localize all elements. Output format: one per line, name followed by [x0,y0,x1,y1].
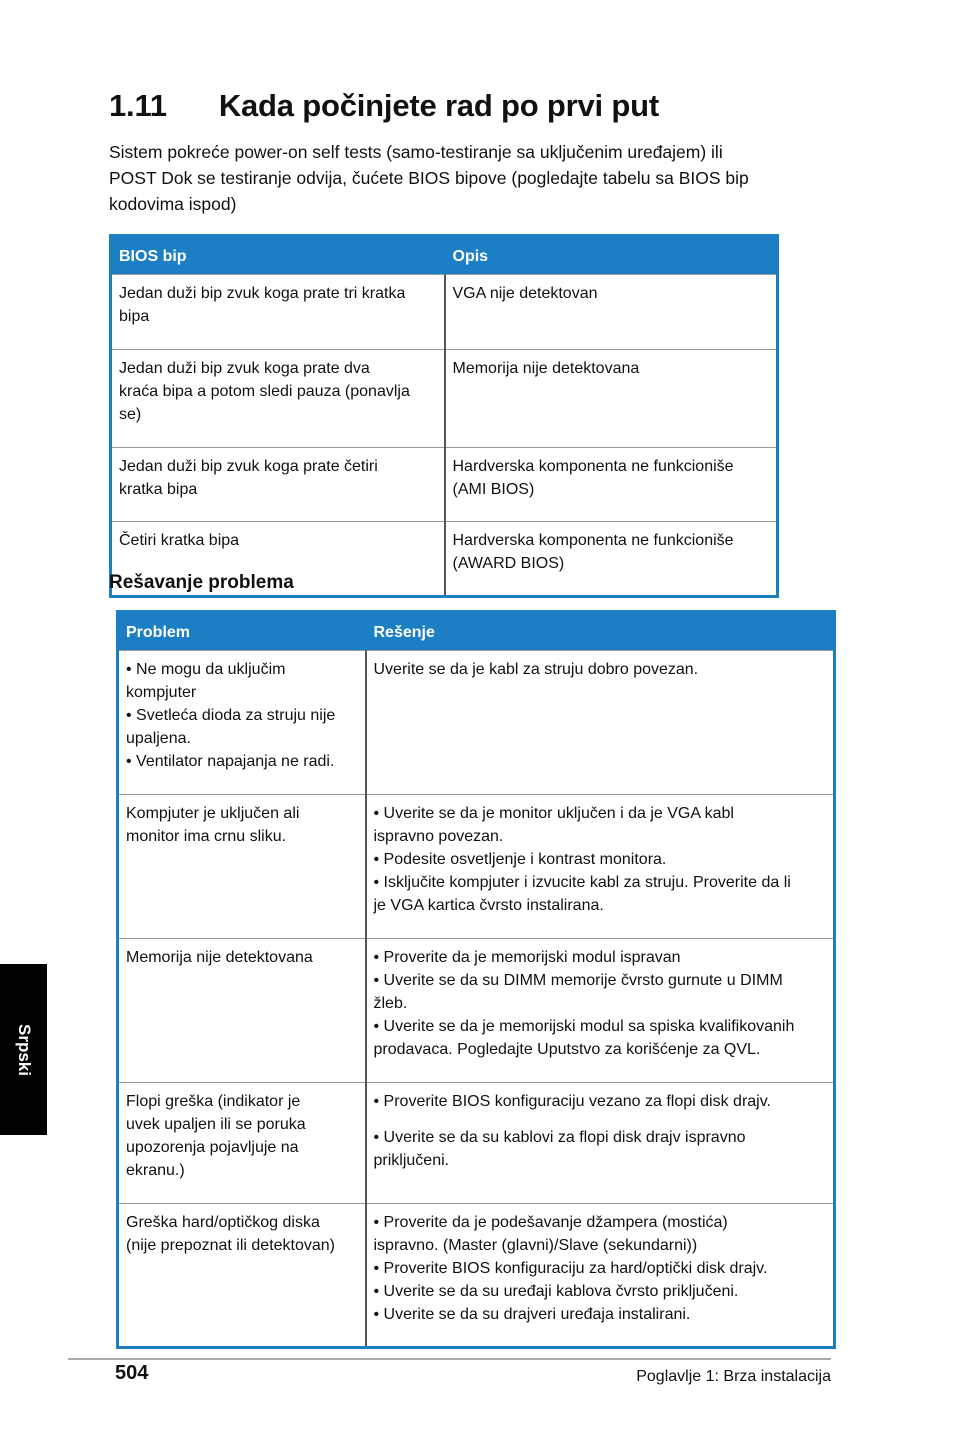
page-number: 504 [115,1362,149,1384]
beep-cell: Četiri kratka bipa [111,522,445,597]
problem-cell: Memorija nije detektovana [118,939,366,1083]
language-side-tab [0,964,47,1135]
bios-beep-table [109,234,779,598]
section-number: 1.11 [109,88,167,123]
column-header-solution: Rešenje [366,612,835,651]
table-row [118,651,835,795]
beep-cell: Jedan duži bip zvuk koga prate tri kratka bipa [111,275,445,350]
solution-cell: • Proverite BIOS konfiguraciju vezano za flopi disk drajv. • Uverite se da su kablovi za flopi disk drajv ispravno priključeni. [366,1083,835,1204]
solution-cell: • Uverite se da je monitor uključen i da je VGA kabl ispravno povezan. • Podesite osvetljenje i kontrast monitora. • Isključite kompjuter i izvucite kabl za struju. Proverite da li je VGA kartica čvrsto instalirana. [366,795,835,939]
beep-cell: Jedan duži bip zvuk koga prate četiri kratka bipa [111,448,445,522]
table-row [118,1083,835,1204]
problem-cell: Greška hard/optičkog diska (nije prepoznat ili detektovan) [118,1204,366,1348]
column-header-bios-beep: BIOS bip [111,236,445,275]
table-row [118,1204,835,1348]
intro-line: Sistem pokreće power-on self tests (samo-testiranje sa uključenim uređajem) ili [109,142,723,162]
description-cell: VGA nije detektovan [445,275,778,350]
troubleshooting-heading: Rešavanje problema [109,572,294,593]
language-label: Srpski [14,1023,34,1076]
troubleshooting-table [116,610,836,1349]
footer-divider [68,1358,831,1360]
problem-cell: Flopi greška (indikator je uvek upaljen ili se poruka upozorenja pojavljuje na ekranu.) [118,1083,366,1204]
table-header-row [111,236,778,275]
chapter-label: Poglavlje 1: Brza instalacija [636,1368,831,1385]
description-cell: Hardverska komponenta ne funkcioniše (AWARD BIOS) [445,522,778,597]
beep-cell: Jedan duži bip zvuk koga prate dva kraća bipa a potom sledi pauza (ponavlja se) [111,350,445,448]
description-cell: Memorija nije detektovana [445,350,778,448]
section-title: Kada počinjete rad po prvi put [218,88,659,123]
table-header-row [118,612,835,651]
column-header-description: Opis [445,236,778,275]
table-row [111,448,778,522]
column-header-problem: Problem [118,612,366,651]
table-row [118,795,835,939]
intro-paragraph [109,139,849,217]
solution-cell: • Proverite da je podešavanje džampera (mostića) ispravno. (Master (glavni)/Slave (sekundarni)) • Proverite BIOS konfiguraciju za hard/optički disk drajv. • Uverite se da su uređaji kablova čvrsto priključeni. • Uverite se da su drajveri uređaja instalirani. [366,1204,835,1348]
table-row [111,350,778,448]
solution-cell: • Proverite da je memorijski modul ispravan • Uverite se da su DIMM memorije čvrsto gurnute u DIMM žleb. • Uverite se da je memorijski modul sa spiska kvalifikovanih prodavaca. Pogledajte Uputstvo za korišćenje za QVL. [366,939,835,1083]
section-heading [109,88,659,124]
problem-cell: • Ne mogu da uključim kompjuter • Svetleća dioda za struju nije upaljena. • Ventilator napajanja ne radi. [118,651,366,795]
description-cell: Hardverska komponenta ne funkcioniše (AMI BIOS) [445,448,778,522]
intro-line: POST Dok se testiranje odvija, čućete BIOS bipove (pogledajte tabelu sa BIOS bip [109,168,749,188]
problem-cell: Kompjuter je uključen ali monitor ima crnu sliku. [118,795,366,939]
table-row [118,939,835,1083]
solution-cell: Uverite se da je kabl za struju dobro povezan. [366,651,835,795]
intro-line: kodovima ispod) [109,194,237,214]
table-row [111,275,778,350]
